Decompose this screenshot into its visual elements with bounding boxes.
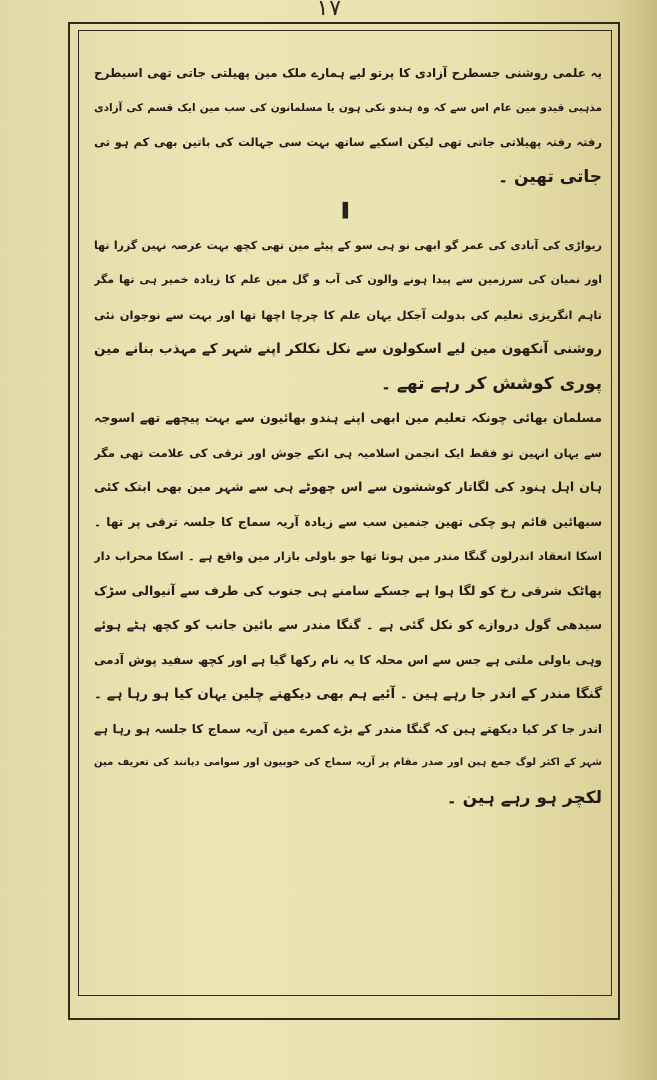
text-line: روشنی آنکھون مین لیے اسکولون سے نکل نکلکر اپنے شہر کے مہذب بنانے مین: [94, 341, 602, 357]
section-separator-mark: ▌: [342, 203, 354, 219]
text-line: تاہم انگریزی تعلیم کی بدولت آجکل یہان علم کا چرچا اچھا تھا اور بہت سے نوجوان نئی: [94, 307, 602, 322]
text-line: یہ علمی روشنی جسطرح آزادی کا پرتو لیے ہمارے ملک مین پھیلتی جاتی تھی اسیطرح: [94, 66, 602, 80]
text-line: مذہبی قیدو مین عام اس سے کہ وہ ہندو نکی ہون یا مسلمانون کی سب مین ایک قسم کی آزادی: [94, 101, 602, 114]
paragraph-1: [94, 56, 602, 194]
page-edge-shadow: [617, 0, 657, 1080]
text-line: اسکا انعقاد اندرلون گنگا مندر مین ہوتا تھا جو باولی بازار مین واقع ہے ۔ اسکا محراب دار: [94, 549, 602, 563]
text-line: وہی باولی ملتی ہے جس سے اس محلہ کا یہ نام رکھا گیا ہے اور کچھ سفید پوش آدمی: [94, 652, 602, 667]
text-line: سے یہان انہین تو فقط ایک انجمن اسلامیہ ہی انکے جوش اور ترقی کی علامت تھی مگر: [94, 445, 602, 460]
text-line: لکچر ہو رہے ہین ۔: [446, 787, 602, 808]
page-number: ١٧: [315, 0, 342, 21]
text-line: پوری کوشش کر رہے تھے ۔: [381, 373, 602, 394]
text-line: اور نمیان کی سرزمین سے پیدا ہونے والون کی آب و گل مین علم کا زیادہ خمیر ہی تھا مگر: [94, 273, 602, 286]
text-line: پھاٹک شرقی رخ کو لگا ہوا ہے جسکے سامنے ہی جنوب کی طرف سے آنیوالی سڑک: [94, 582, 602, 598]
text-line: سیدھی گول دروازے کو نکل گئی ہے ۔ گنگا مندر سے بائین جانب کو کچھ ہٹے ہوئے: [94, 617, 602, 632]
text-line: شہر کے اکثر لوگ جمع ہین اور صدر مقام پر آریہ سماج کی خوبیون اور سوامی دیانند کی تعریف مین: [94, 757, 602, 768]
text-line: اندر جا کر کیا دیکھتے ہین کہ گنگا مندر کے بڑے کمرے مین آریہ سماج کا جلسہ ہو رہا ہے: [94, 721, 602, 736]
text-line: جاتی تھین ۔: [498, 166, 602, 187]
text-line: ریواڑی کی آبادی کی عمر گو ابھی نو ہی سو کے پیٹے مین تھی کچھ بہت عرصہ نہین گزرا تھا: [94, 238, 602, 252]
paragraph-3: [94, 401, 602, 815]
text-line: سبھائین قائم ہو چکی تھین جنمین سب سے زیادہ آریہ سماج کا جلسہ ترقی پر تھا ۔: [94, 514, 602, 529]
text-line: ہان اہل ہنود کی لگاتار کوششون سے اس چھوٹے ہی سے شہر مین بھی ابتک کئی: [94, 479, 602, 494]
text-line: مسلمان بھائی چونکہ تعلیم مین ابھی اپنے ہندو بھائیون سے بہت پیچھے تھے اسوجہ: [94, 410, 602, 425]
text-line: گنگا مندر کے اندر جا رہے ہین ۔ آئیے ہم بھی دیکھتے چلین یہان کیا ہو رہا ہے ۔: [94, 686, 602, 702]
body-text: [94, 56, 602, 986]
text-line: رفتہ رفتہ پھیلاتی جاتی تھی لیکن اسکیے ساتھ بہت سی جہالت کی باتین بھی کم ہو تی: [94, 135, 602, 149]
paragraph-2: [94, 229, 602, 402]
